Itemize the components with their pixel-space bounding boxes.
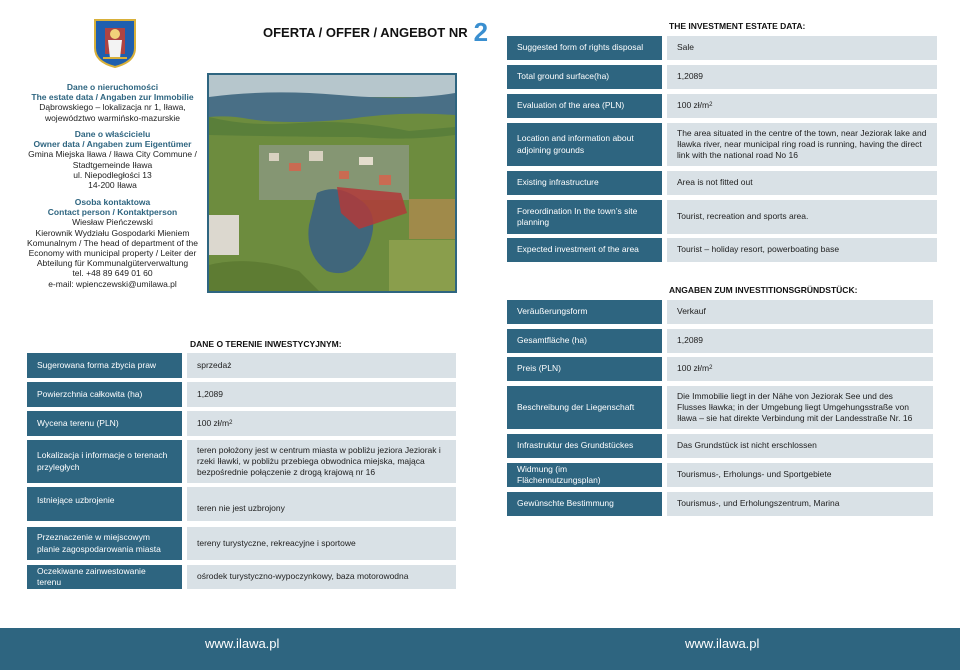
pl-row-value: ośrodek turystyczno-wypoczynkowy, baza motorowodna [187,565,456,589]
contact-line: Wiesław Pieńczewski [72,217,153,228]
property-data-line: Dąbrowskiego – lokalizacja nr 1, Iława, [39,102,186,113]
contact-line: Abteilung für Kommunalgüterverwaltung [36,258,189,269]
de-row-value-text: 100 zł/m [677,363,710,374]
contact-line: Komunalnym / The head of department of the [27,237,198,248]
pl-row-value [187,411,456,436]
property-data-line: województwo warmińsko-mazurskie [44,112,181,123]
contact-line: tel. +48 89 649 01 60 [72,268,153,279]
owner-data-line: Stadtgemeinde Iława [72,159,153,170]
pl-row-label: Sugerowana forma zbycia praw [27,353,182,378]
pl-row-label: Oczekiwane zainwestowanie terenu [27,565,182,589]
pl-row-value: tereny turystyczne, rekreacyjne i sportowe [187,527,456,560]
footer-link-right[interactable]: www.ilawa.pl [685,636,760,651]
de-row-label: Widmung (im Flächennutzungsplan) [507,463,662,487]
de-row-label: Infrastruktur des Grundstückes [507,434,662,458]
de-row-label: Gewünschte Bestimmung [507,492,662,516]
offer-number: 2 [473,16,489,47]
pl-row-label: Przeznaczenie w miejscowym planie zagospodarowania miasta [27,527,182,560]
en-row-label: Location and information about adjoining grounds [507,123,662,166]
offer-title-text: OFERTA / OFFER / ANGEBOT NR [263,24,468,40]
pl-row-value: teren nie jest uzbrojony [187,487,456,521]
pl-row-label: Wycena terenu (PLN) [27,411,182,436]
owner-data-line: ul. Niepodległości 13 [73,169,152,180]
offer-title [263,18,488,46]
coat-of-arms-logo [93,18,137,68]
de-row-value: Die Immobilie liegt in der Nähe von Jeziorak See und des Flusses Iławka; in der Umgebung liegt Umgehungsstraße von Iława – sie hat direkte Verbindung mit der Landesstraße Nr. 16 [667,386,933,429]
pl-row-value-text: 100 zł/m [197,417,230,428]
en-row-label: Foreordination In the town’s site planning [507,200,662,234]
pl-row-label: Lokalizacja i informacje o terenach przyległych [27,440,182,483]
pl-section-heading: DANE O TERENIE INWESTYCYJNYM: [190,339,342,349]
en-row-value [667,94,937,118]
en-row-label: Total ground surface(ha) [507,65,662,89]
contact-heading: Osoba kontaktowa [74,197,151,207]
de-row-value: Verkauf [667,300,933,324]
owner-data-heading: Dane o właścicielu [74,129,151,139]
owner-data-line: Gmina Miejska Iława / Iława City Commune / [28,149,197,160]
pl-row-label: Istniejące uzbrojenie [27,487,182,521]
pl-row-label: Powierzchnia całkowita (ha) [27,382,182,407]
owner-data-line: 14-200 Iława [88,179,137,190]
de-row-label: Preis (PLN) [507,357,662,381]
contact-subheading: Contact person / Kontaktperson [47,207,178,218]
de-section-heading: ANGABEN ZUM INVESTITIONSGRÜNDSTÜCK: [669,285,858,295]
footer-link-left[interactable]: www.ilawa.pl [205,636,280,651]
en-row-value: Sale [667,36,937,60]
en-row-value-text: 100 zł/m [677,100,710,111]
contact-line: Kierownik Wydziału Gospodarki Mieniem [35,227,190,238]
contact-line: Economy with municipal property / Leiter der [28,247,197,258]
en-row-label: Evaluation of the area (PLN) [507,94,662,118]
property-data-heading: Dane o nieruchomości [66,82,159,92]
contact-email: e-mail: wpienczewski@umilawa.pl [48,278,177,289]
owner-data-block [20,129,205,190]
de-row-value [667,357,933,381]
en-row-value: 1,2089 [667,65,937,89]
en-row-value: Tourist – holiday resort, powerboating base [667,238,937,262]
en-section-heading: THE INVESTMENT ESTATE DATA: [669,21,806,31]
footer-bar [0,628,960,670]
pl-row-value: teren położony jest w centrum miasta w pobliżu jeziora Jeziorak i rzeki Iławki, w pobliżu przebiega obwodnica miejska, mająca bezpośrednie połączenie z drogą krajową nr 16 [187,440,456,483]
en-row-label: Suggested form of rights disposal [507,36,662,60]
pl-row-value-sup: 2 [229,419,233,426]
aerial-photo [207,73,457,293]
en-row-value: The area situated in the centre of the town, near Jeziorak lake and Iławka river, near municipal ring road is running, having the direct link with the national road No 16 [667,123,937,166]
en-row-label: Expected investment of the area [507,238,662,262]
contact-block [20,197,205,289]
de-row-label: Beschreibung der Liegenschaft [507,386,662,429]
property-data-block [20,82,205,123]
pl-row-value: 1,2089 [187,382,456,407]
de-row-value-sup: 2 [709,365,713,372]
de-row-value: Tourismus-, Erholungs- und Sportgebiete [667,463,933,487]
de-row-label: Veräußerungsform [507,300,662,324]
en-row-label: Existing infrastructure [507,171,662,195]
property-data-subheading: The estate data / Angaben zur Immobilie [31,92,194,103]
de-row-value: 1,2089 [667,329,933,353]
owner-data-subheading: Owner data / Angaben zum Eigentümer [33,139,192,150]
en-row-value: Tourist, recreation and sports area. [667,200,937,234]
pl-row-value: sprzedaż [187,353,456,378]
de-row-value: Tourismus-, und Erholungszentrum, Marina [667,492,933,516]
en-row-value-sup: 2 [709,102,713,109]
de-row-label: Gesamtfläche (ha) [507,329,662,353]
en-row-value: Area is not fitted out [667,171,937,195]
de-row-value: Das Grundstück ist nicht erschlossen [667,434,933,458]
